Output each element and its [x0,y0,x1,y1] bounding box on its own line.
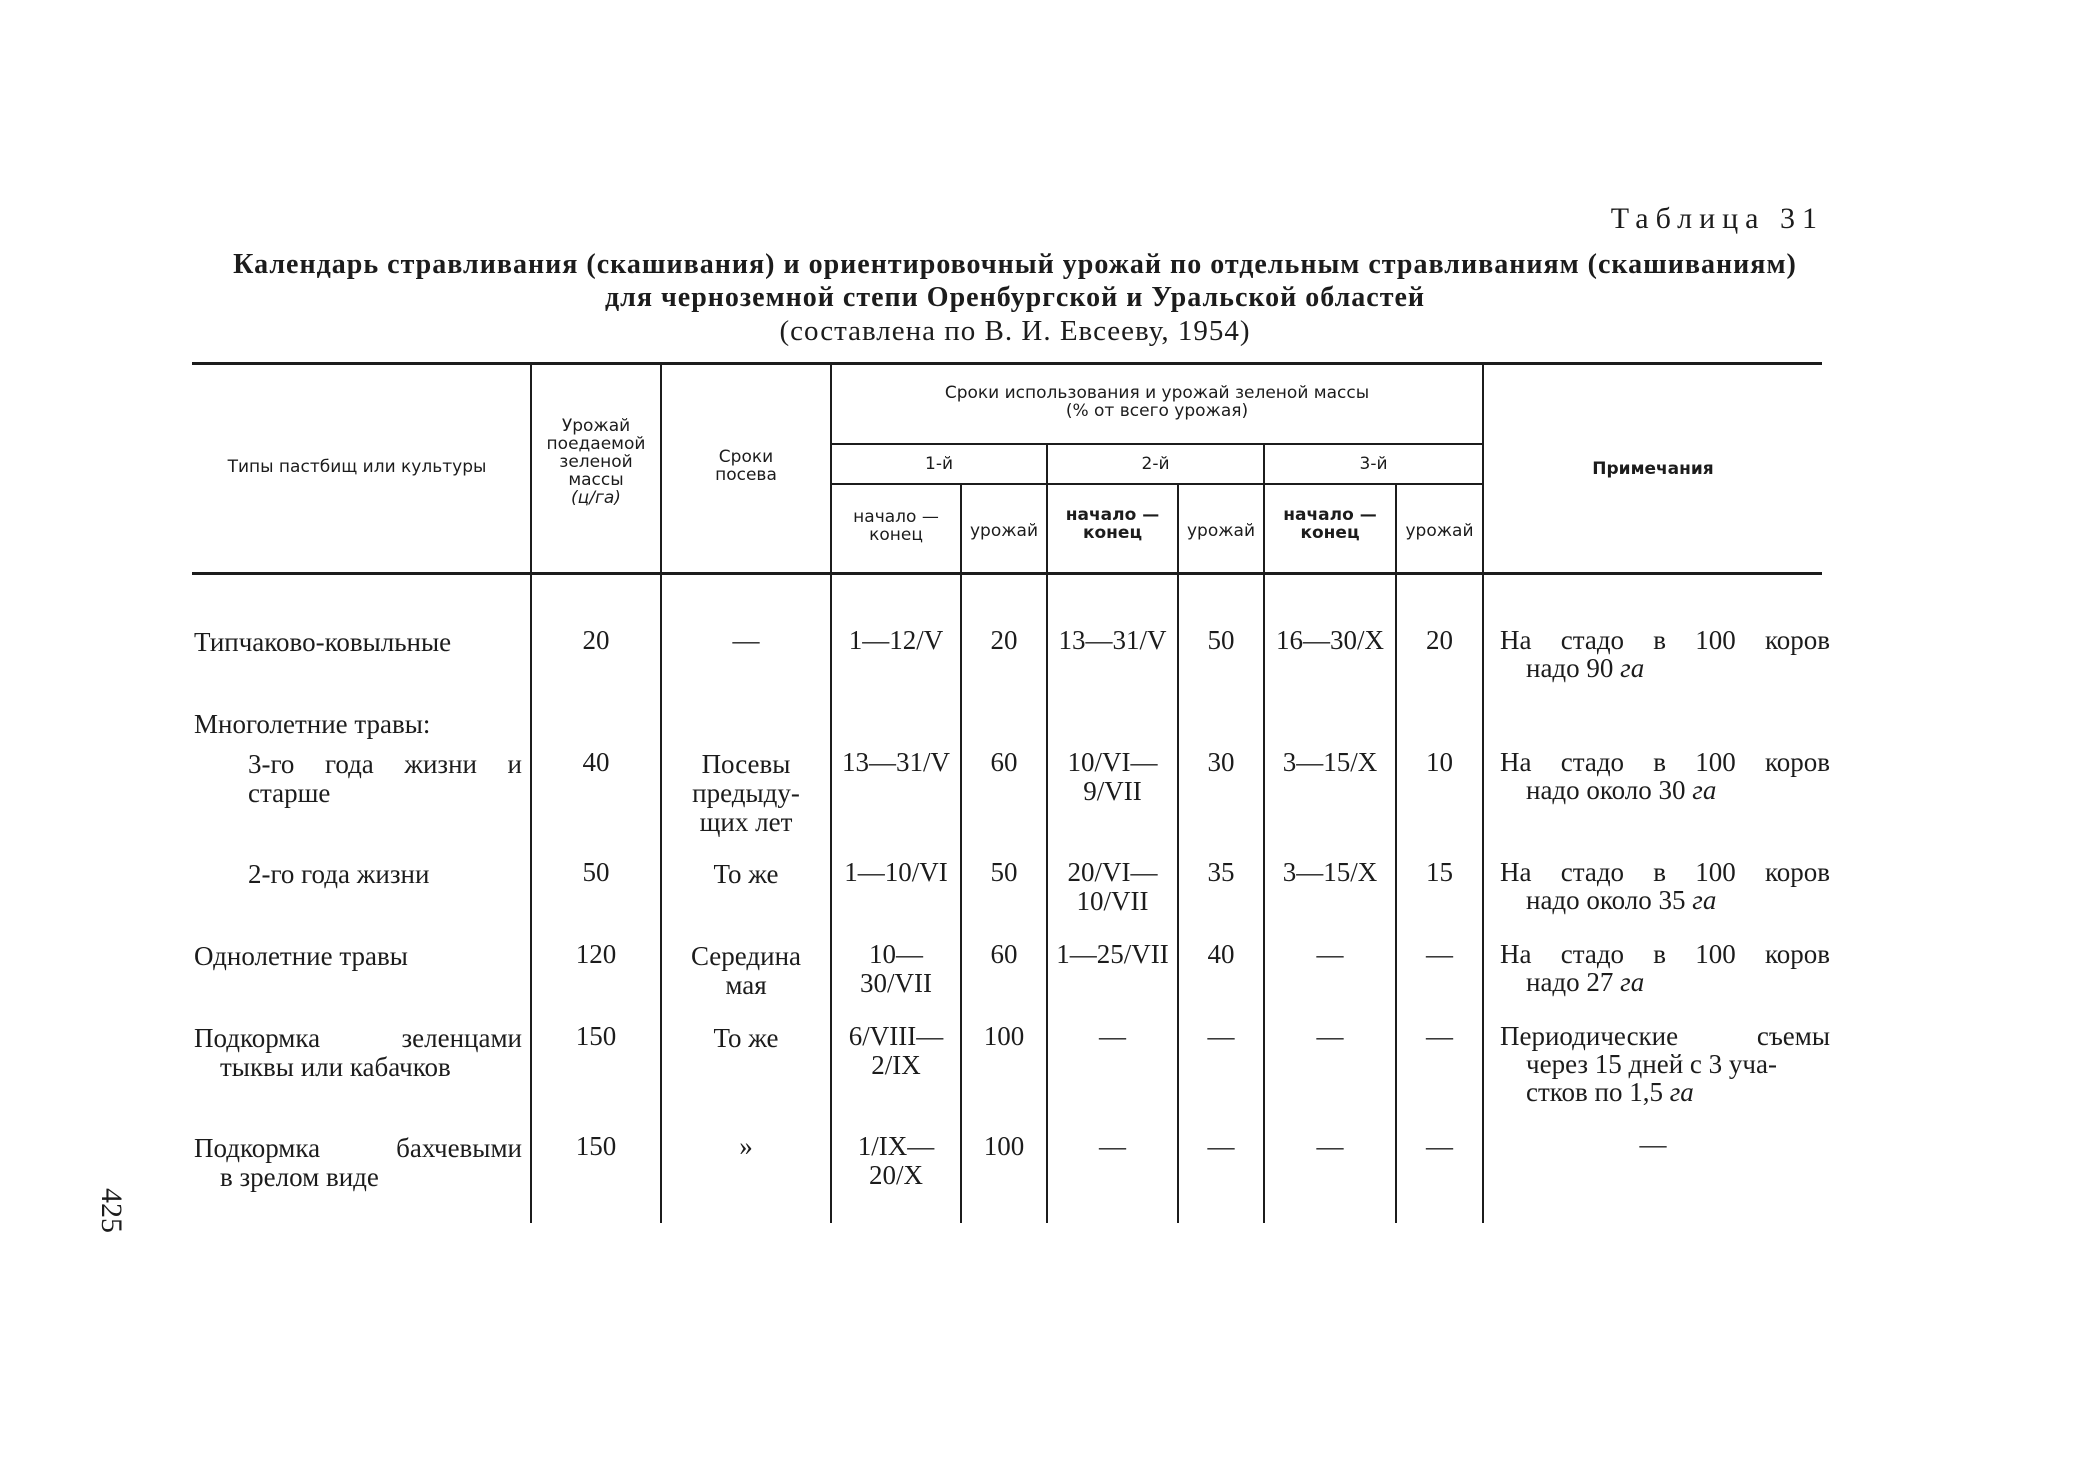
usage-header-rule [830,443,1482,445]
col-divider [1395,485,1397,1223]
table-row-yield: 120 [575,939,617,969]
header-yield: Урожай поедаемой зеленой массы (ц/га) [546,416,646,508]
table-row-sowing: Середина мая [690,941,802,1000]
table-row-type: Типчаково-ковыльные [194,627,452,657]
header-period-2: начало — конец [1065,505,1160,543]
table-row-note: Периодические съемы через 15 дней с 3 уча- стков по 1,5 га [1500,1021,1830,1107]
table-row-period-1: 1—12/V [848,625,944,655]
table-row-period-3: 16—30/X [1276,625,1384,655]
header-sowing-dates: Сроки посева [715,447,777,485]
table-row-type: Подкормка зеленцами тыквы или кабачков [194,1023,522,1082]
table-row-harvest-3: — [1426,1131,1453,1161]
table-row-note: На стадо в 100 коров надо около 30 га [1500,747,1830,805]
table-row-yield: 40 [582,747,610,777]
col-divider [1263,445,1265,1223]
table-row-note: На стадо в 100 коров надо 27 га [1500,939,1830,997]
table-row-period-3: — [1316,939,1344,969]
table-row-period-2: — [1099,1131,1126,1161]
col-divider [960,485,962,1223]
header-harvest-2: урожай [1186,521,1256,541]
col-divider [830,365,832,1223]
table-row-harvest-2: — [1207,1021,1235,1051]
table-row-sowing: — [732,625,760,655]
table-row-yield: 20 [582,625,610,655]
header-usage-dates: Сроки использования и урожай зеленой массы (% от всего урожая) [944,383,1370,421]
table-row-harvest-1: 100 [983,1131,1025,1161]
table-title-line-1: Календарь стравливания (скашивания) и ориентировочный урожай по отдельным стравливаниям (скашиваниям) [233,249,1797,280]
table-row-harvest-2: — [1207,1131,1235,1161]
table-row-period-1: 1—10/VI [844,857,948,887]
top-rule [192,362,1822,365]
table-row-type: Подкормка бахчевыми в зрелом виде [194,1133,522,1192]
table-row-sowing: То же [713,1023,779,1053]
table-row-type: 3-го года жизни и старше [248,749,522,808]
table-row-period-3: 3—15/X [1282,747,1378,777]
table-row-type: Однолетние травы [194,941,408,971]
table-row-harvest-2: 50 [1207,625,1235,655]
table-title-line-2: для черноземной степи Оренбургской и Уральской областей [604,282,1426,313]
table-row-harvest-3: 15 [1426,857,1453,887]
table-row-harvest-1: 60 [990,939,1018,969]
table-row-harvest-1: 50 [990,857,1018,887]
table-row-period-2: 20/VI— 10/VII [1067,857,1158,916]
table-row-harvest-1: 20 [990,625,1018,655]
table-subtitle: (составлена по В. И. Евсееву, 1954) [779,315,1251,347]
table-row-period-3: — [1316,1131,1344,1161]
table-row-yield: 150 [575,1131,617,1161]
col-divider [1046,445,1048,1223]
table-row-period-3: 3—15/X [1282,857,1378,887]
table-row-period-3: — [1316,1021,1344,1051]
table-row-period-2: 1—25/VII [1056,939,1169,969]
table-row-note: На стадо в 100 коров надо около 35 га [1500,857,1830,915]
table-row-yield: 150 [575,1021,617,1051]
header-bottom-rule [192,572,1822,575]
table-row-harvest-3: 20 [1426,625,1453,655]
header-pasture-type: Типы пастбищ или культуры [227,457,487,477]
table-row-period-2: 13—31/V [1058,625,1167,655]
table-row-note: На стадо в 100 коров надо 90 га [1500,625,1830,683]
table-row-harvest-3: — [1426,939,1453,969]
table-row-harvest-2: 35 [1207,857,1235,887]
header-grazing-2: 2-й [1141,454,1170,474]
table-row-sowing: » [739,1131,753,1161]
table-row-sowing: То же [713,859,779,889]
header-grazing-3: 3-й [1359,454,1388,474]
table-row-yield: 50 [582,857,610,887]
page-number: 425 [95,1188,128,1233]
table-row-type: 2-го года жизни [248,859,430,889]
col-divider [1482,365,1484,1223]
table-row-period-2: 10/VI— 9/VII [1067,747,1158,806]
group-heading: Многолетние травы: [194,709,431,739]
header-period-1: начало — конец [853,507,939,545]
grazing-header-rule [830,483,1482,485]
table-row-period-1: 1/IX— 20/X [857,1131,935,1190]
header-notes: Примечания [1592,459,1714,479]
table-row-harvest-2: 30 [1207,747,1235,777]
header-harvest-1: урожай [969,521,1039,541]
header-grazing-1: 1-й [925,454,953,474]
col-divider [1177,485,1179,1223]
table-row-period-1: 13—31/V [842,747,950,777]
table-row-harvest-3: 10 [1426,747,1453,777]
table-row-period-1: 6/VIII— 2/IX [848,1021,944,1080]
header-period-3: начало — конец [1283,505,1377,543]
table-row-note: — [1639,1129,1667,1159]
table-row-harvest-1: 60 [990,747,1018,777]
table-row-period-1: 10— 30/VII [860,939,932,998]
table-number: Таблица 31 [1610,202,1824,235]
table-row-sowing: Посевы предыду- щих лет [692,749,800,837]
table-row-harvest-2: 40 [1207,939,1235,969]
table-row-harvest-3: — [1426,1021,1453,1051]
header-harvest-3: урожай [1405,521,1474,541]
table-row-harvest-1: 100 [983,1021,1025,1051]
table-row-period-2: — [1099,1021,1126,1051]
